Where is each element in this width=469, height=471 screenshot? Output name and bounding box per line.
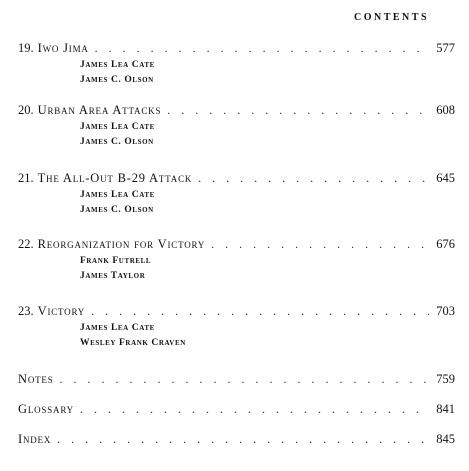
chapter-number: 19.: [18, 41, 34, 55]
author: James Lea Cate: [80, 60, 155, 70]
toc-glossary: [18, 401, 455, 417]
author: James C. Olson: [80, 74, 154, 85]
toc-entry-line: [18, 40, 455, 56]
author: James C. Olson: [80, 204, 154, 215]
chapter-number: 23.: [18, 304, 34, 318]
author-list: [18, 188, 455, 217]
page-number: 676: [436, 237, 455, 251]
dot-leader: [85, 303, 429, 319]
section-title[interactable]: Index: [18, 432, 52, 446]
toc-entry-line: [18, 303, 455, 319]
page-number: 645: [436, 171, 455, 185]
dot-leader: [205, 236, 429, 252]
author-list: [18, 120, 455, 149]
author: Frank Futrell: [80, 256, 152, 266]
toc-index: [18, 431, 455, 447]
page-number: 841: [436, 402, 455, 416]
page-number: 608: [436, 103, 455, 117]
toc-entry-line: [18, 170, 455, 186]
page-number: 759: [436, 372, 455, 386]
author: Wesley Frank Craven: [80, 337, 186, 348]
dot-leader: [192, 170, 429, 186]
author-list: [18, 58, 455, 87]
toc-entry-19: [18, 40, 455, 87]
chapter-title[interactable]: Urban Area Attacks: [37, 103, 162, 117]
page-number: 703: [436, 304, 455, 318]
toc-notes: [18, 371, 455, 387]
author-list: [18, 254, 455, 283]
chapter-number: 20.: [18, 103, 34, 117]
toc-entry-23: [18, 303, 455, 350]
running-header: CONTENTS: [353, 12, 429, 23]
section-title[interactable]: Glossary: [18, 402, 74, 416]
author: James C. Olson: [80, 136, 154, 147]
toc-entry-line: [18, 431, 455, 447]
toc-entry-21: [18, 170, 455, 217]
dot-leader: [54, 371, 429, 387]
chapter-title[interactable]: Iwo Jima: [37, 41, 89, 55]
chapter-title[interactable]: The All-Out B-29 Attack: [37, 171, 193, 185]
page-number: 577: [436, 41, 455, 55]
toc-entry-line: [18, 102, 455, 118]
chapter-number: 21.: [18, 171, 34, 185]
toc-entry-line: [18, 236, 455, 252]
author: James Lea Cate: [80, 323, 155, 333]
chapter-title[interactable]: Victory: [37, 304, 86, 318]
dot-leader: [51, 431, 429, 447]
author: James Lea Cate: [80, 190, 155, 200]
toc-entry-20: [18, 102, 455, 149]
section-title[interactable]: Notes: [18, 372, 54, 386]
author-list: [18, 321, 455, 350]
chapter-title[interactable]: Reorganization for Victory: [37, 237, 206, 251]
toc-entry-22: [18, 236, 455, 283]
author: James Lea Cate: [80, 122, 155, 132]
dot-leader: [161, 102, 429, 118]
toc-entry-line: [18, 371, 455, 387]
dot-leader: [89, 40, 429, 56]
dot-leader: [74, 401, 429, 417]
toc-entry-line: [18, 401, 455, 417]
chapter-number: 22.: [18, 237, 34, 251]
author: James Taylor: [80, 270, 146, 281]
page-number: 845: [436, 432, 455, 446]
